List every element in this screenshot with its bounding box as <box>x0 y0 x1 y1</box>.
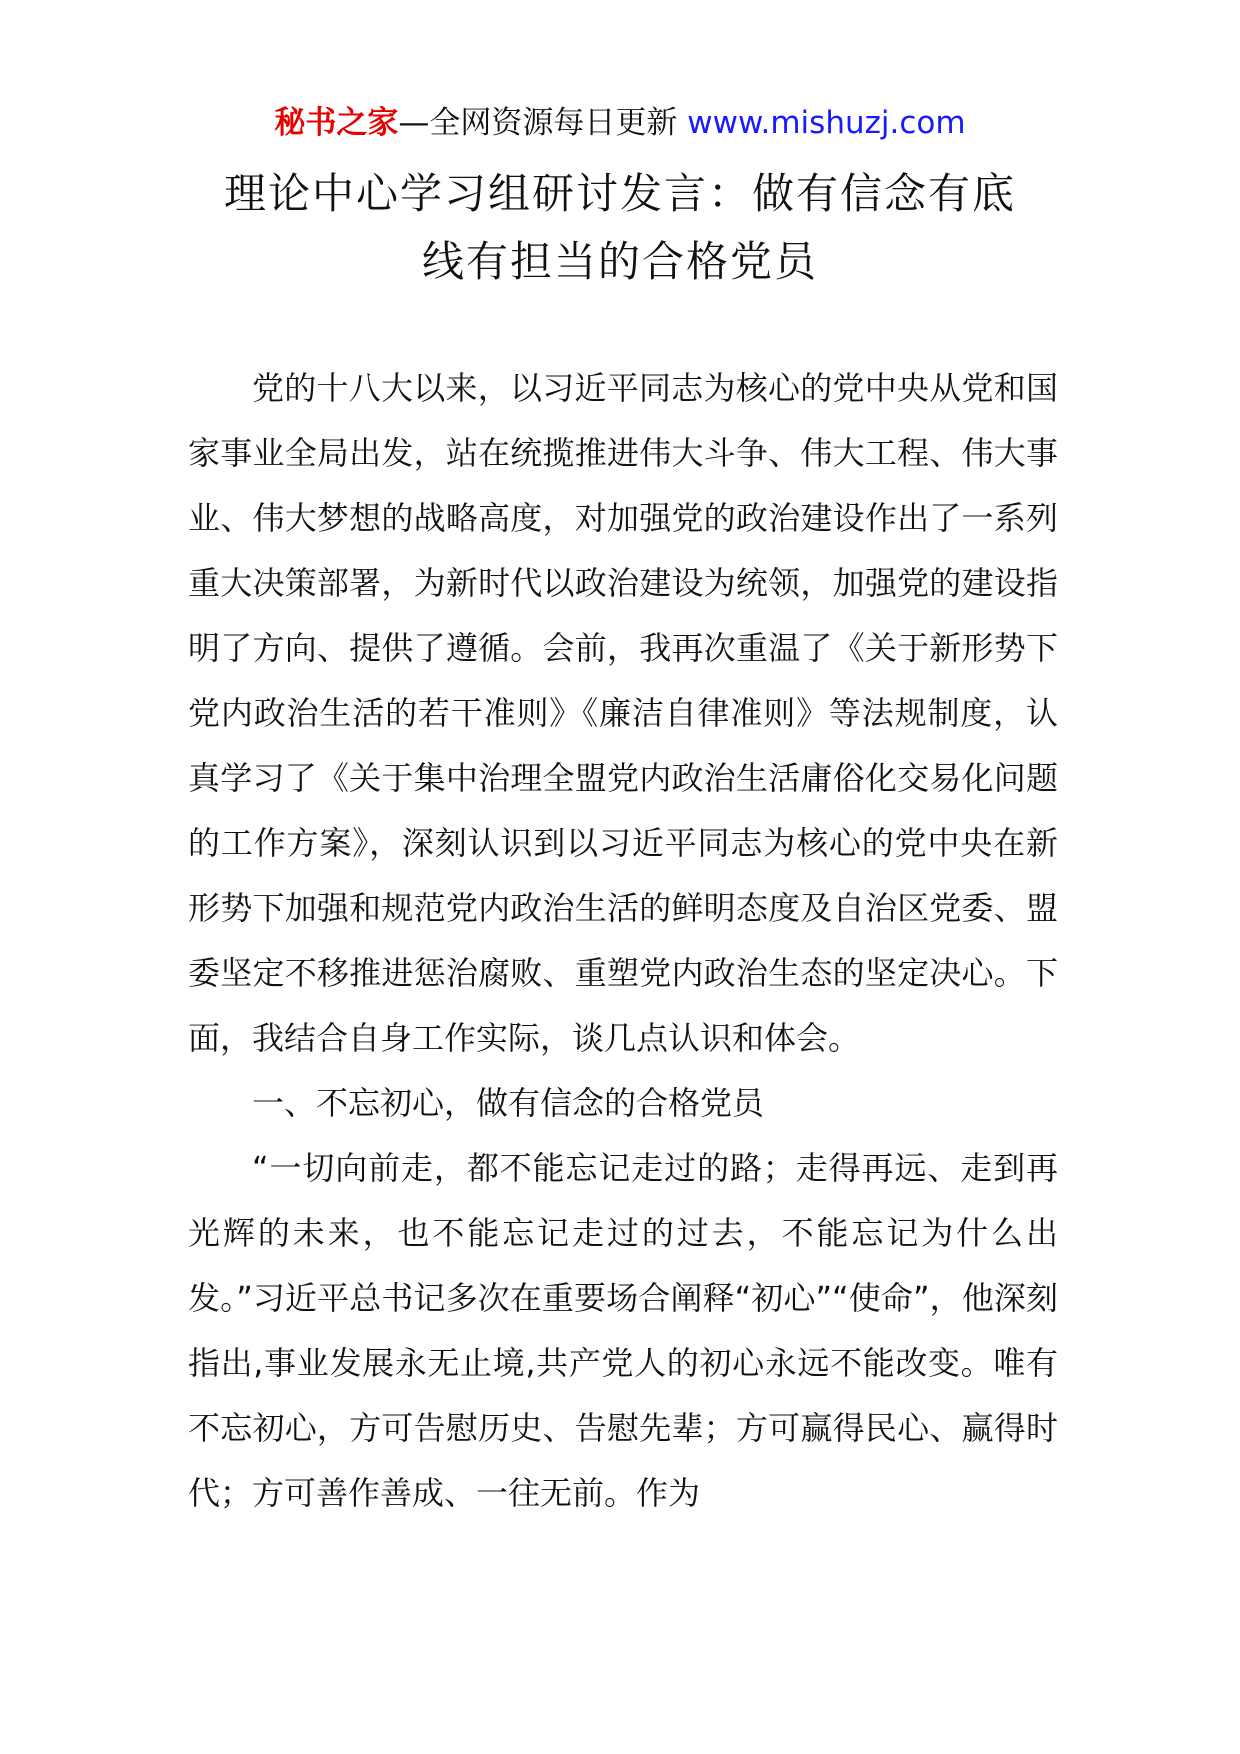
brand-slogan: —全网资源每日更新 <box>398 105 678 141</box>
document-body <box>188 356 1058 1526</box>
paragraph-intro: 党的十八大以来，以习近平同志为核心的党中央从党和国家事业全局出发，站在统揽推进伟大斗争、伟大工程、伟大事业、伟大梦想的战略高度，对加强党的政治建设作出了一系列重大决策部署，为新时代以政治建设为统领，加强党的建设指明了方向、提供了遵循。会前，我再次重温了《关于新形势下党内政治生活的若干准则》《廉洁自律准则》等法规制度，认真学习了《关于集中治理全盟党内政治生活庸俗化交易化问题的工作方案》，深刻认识到以习近平同志为核心的党中央在新形势下加强和规范党内政治生活的鲜明态度及自治区党委、盟委坚定不移推进惩治腐败、重塑党内政治生态的坚定决心。下面，我结合自身工作实际，谈几点认识和体会。 <box>188 369 1058 1057</box>
brand-name: 秘书之家 <box>274 105 399 141</box>
paragraph-section-1: “一切向前走，都不能忘记走过的路；走得再远、走到再光辉的未来，也不能忘记走过的过去，不能忘记为什么出发。”习近平总书记多次在重要场合阐释“初心”“使命”，他深刻指出,事业发展永无止境,共产党人的初心永远不能改变。唯有不忘初心，方可告慰历史、告慰先辈；方可赢得民心、赢得时代；方可善作善成、一往无前。作为 <box>188 1149 1058 1512</box>
document-title <box>190 160 1050 296</box>
section-heading-1: 一、不忘初心，做有信念的合格党员 <box>252 1084 765 1122</box>
site-header <box>0 100 1240 146</box>
site-url: www.mishuzj.com <box>687 105 966 141</box>
title-line-2: 线有担当的合格党员 <box>421 237 818 286</box>
title-line-1: 理论中心学习组研讨发言：做有信念有底 <box>223 169 1016 218</box>
